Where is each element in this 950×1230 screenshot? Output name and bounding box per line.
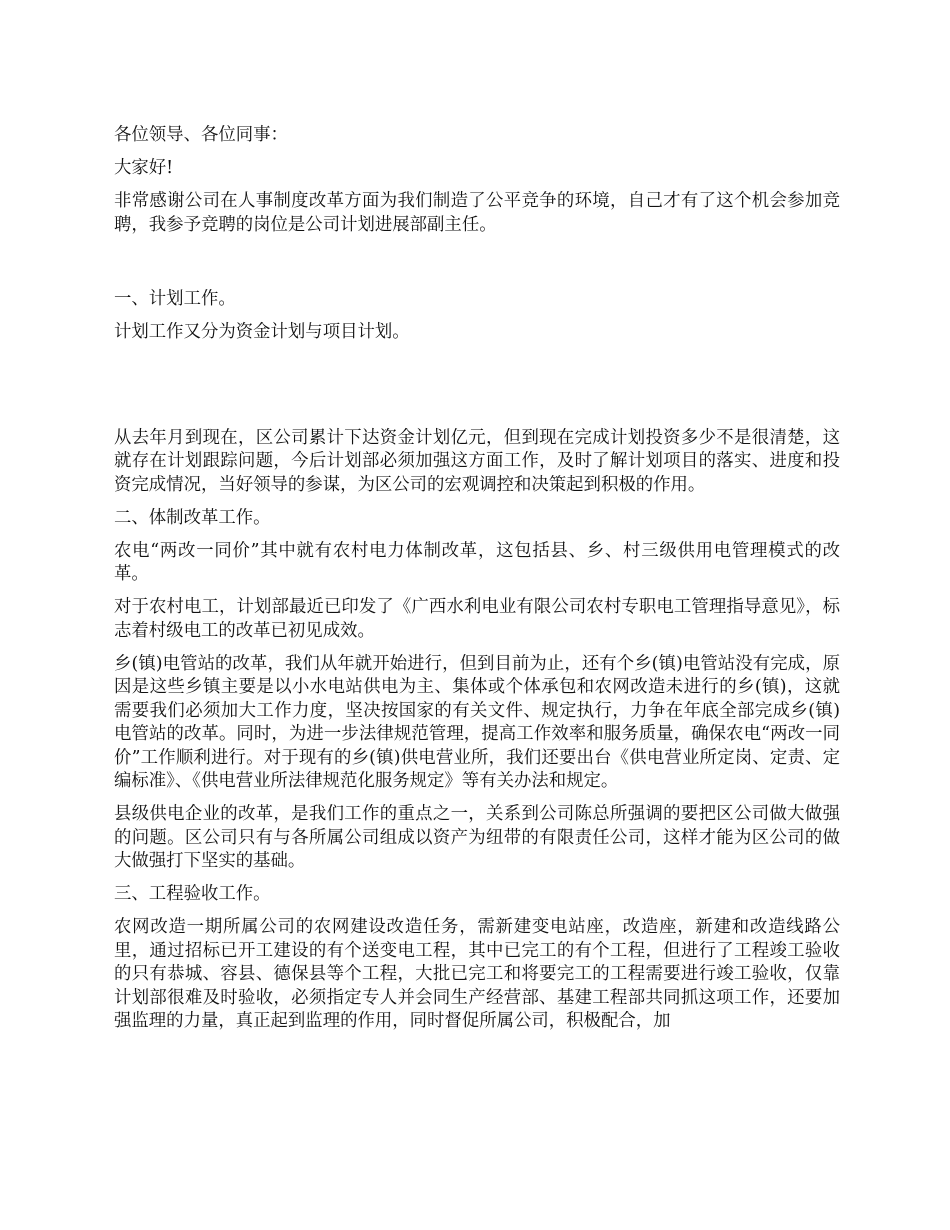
intro-paragraph: 非常感谢公司在人事制度改革方面为我们制造了公平竞争的环境，自己才有了这个机会参加竞聘，我参予竞聘的岗位是公司计划进展部副主任。 xyxy=(114,191,840,235)
section-2-paragraph-3: 乡(镇)电管站的改革，我们从年就开始进行，但到目前为止，还有个乡(镇)电管站没有完成，原因是这些乡镇主要是以小水电站供电为主、集体或个体承包和农网改造未进行的乡(镇)，这就需要我们必须加大工作力度，坚决按国家的有关文件、规定执行，力争在年底全部完成乡(镇)电管站的改革。同时，为进一步法律规范管理，提高工作效率和服务质量，确保农电“两改一同价”工作顺利进行。对于现有的乡(镇)供电营业所，我们还要出台《供电营业所定岗、定责、定编标准》、《供电营业所法律规范化服务规定》等有关办法和规定。 xyxy=(114,653,840,791)
section-1-heading: 一、计划工作。 xyxy=(114,288,236,309)
document-body xyxy=(114,124,840,1043)
spacer xyxy=(114,354,840,427)
section-1-paragraph-1: 计划工作又分为资金计划与项目计划。 xyxy=(114,321,410,342)
section-3-paragraph-1: 农网改造一期所属公司的农网建设改造任务，需新建变电站座，改造座，新建和改造线路公里，通过招标已开工建设的有个送变电工程，其中已完工的有个工程，但进行了工程竣工验收的只有恭城、容县、德保县等个工程，大批已完工和将要完工的工程需要进行竣工验收，仅靠计划部很难及时验收，必须指定专人并会同生产经营部、基建工程部共同抓这项工作，还要加强监理的力量，真正起到监理的作用，同时督促所属公司，积极配合，加 xyxy=(114,917,840,1031)
section-2-heading: 二、体制改革工作。 xyxy=(114,507,271,528)
section-3-heading: 三、工程验收工作。 xyxy=(114,884,271,904)
section-1-paragraph-2: 从去年月到现在，区公司累计下达资金计划亿元，但到现在完成计划投资多少不是很清楚，这就存在计划跟踪问题，今后计划部必须加强这方面工作，及时了解计划项目的落实、进度和投资完成情况，当好领导的参谋，为区公司的宏观调控和决策起到积极的作用。 xyxy=(114,427,840,495)
section-2-paragraph-1: 农电“两改一同价”其中就有农村电力体制改革，这包括县、乡、村三级供用电管理模式的改革。 xyxy=(114,540,840,584)
spacer xyxy=(114,247,840,288)
greeting: 各位领导、各位同事： xyxy=(114,125,288,145)
section-2-paragraph-2: 对于农村电工，计划部最近已印发了《广西水利电业有限公司农村专职电工管理指导意见》，标志着村级电工的改革已初见成效。 xyxy=(114,597,840,641)
hello-line: 大家好! xyxy=(114,158,174,178)
section-2-paragraph-4: 县级供电企业的改革，是我们工作的重点之一，关系到公司陈总所强调的要把区公司做大做强的问题。区公司只有与各所属公司组成以资产为纽带的有限责任公司，这样才能为区公司的做大做强打下坚实的基础。 xyxy=(114,804,840,871)
